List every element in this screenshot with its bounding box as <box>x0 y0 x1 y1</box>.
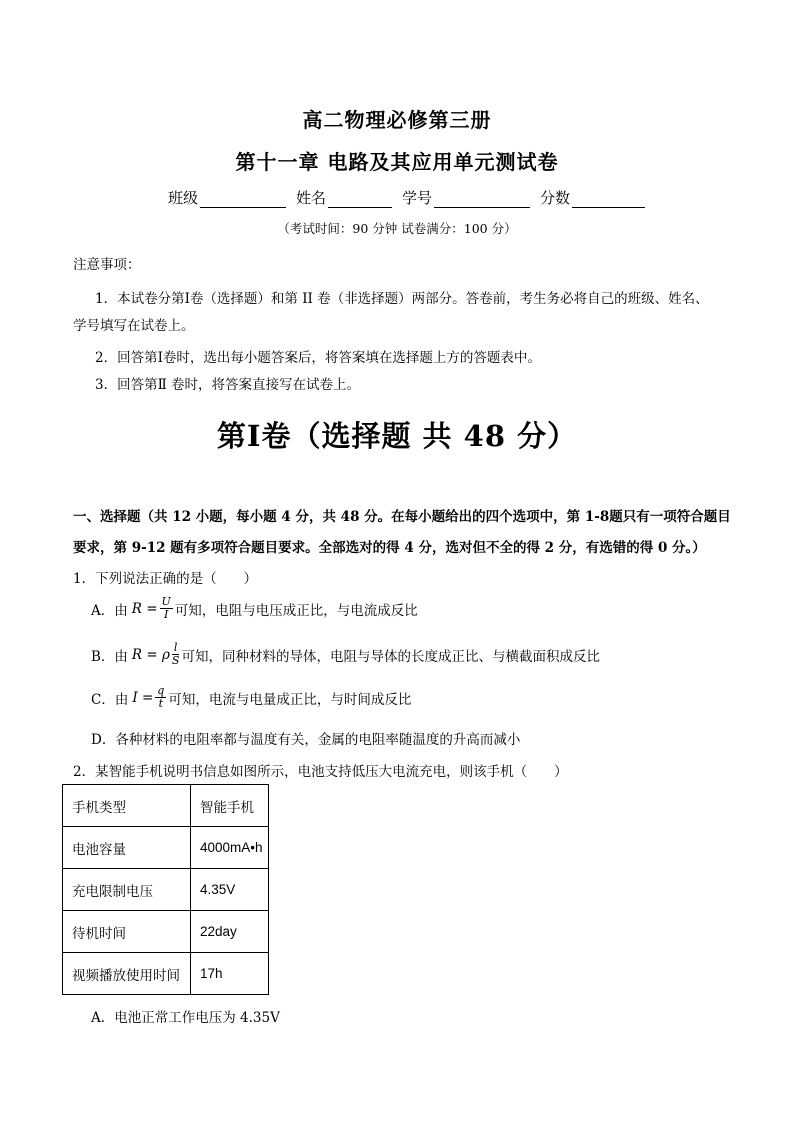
name-label: 姓名 <box>296 189 327 207</box>
option-a-denominator: I <box>163 608 169 621</box>
phone-spec-table <box>62 784 269 995</box>
part1-instructions-line-2: 要求，第 9-12 题有多项符合题目要求。全部选对的得 4 分，选对但不全的得 2 分，有选错的得 0 分。） <box>73 540 706 556</box>
option-a-label: A．由 <box>91 602 128 619</box>
option-b-text: 可知，同种材料的导体，电阻与导体的长度成正比、与横截面积成反比 <box>181 648 600 665</box>
student-info-line <box>168 187 655 208</box>
option-c-numerator: q <box>157 684 165 697</box>
notes-heading: 注意事项： <box>73 257 141 273</box>
option-b-fraction <box>172 642 180 667</box>
spec-key: 充电限制电压 <box>63 869 191 911</box>
name-blank[interactable] <box>328 191 392 208</box>
question-1-stem: 1．下列说法正确的是（ ） <box>73 571 258 587</box>
question-1-option-b <box>91 642 600 667</box>
q2-option-a-text: A．电池正常工作电压为 4.35V <box>91 1010 280 1026</box>
option-b-label: B．由 <box>91 648 128 665</box>
note-1-line-1: 1．本试卷分第Ⅰ卷（选择题）和第 II 卷（非选择题）两部分。答卷前，考生务必将自己的班级、姓名、 <box>95 291 709 307</box>
option-b-numerator: l <box>173 641 178 654</box>
option-b-denominator: S <box>171 654 180 667</box>
exam-time-info: （考试时间：90 分钟 试卷满分：100 分） <box>277 221 517 236</box>
option-a-text: 可知，电阻与电压成正比，与电流成反比 <box>174 602 418 619</box>
note-2: 2．回答第Ⅰ卷时，选出每小题答案后，将答案填在选择题上方的答题表中。 <box>95 350 541 366</box>
spec-value: 4.35V <box>191 869 269 911</box>
option-c-fraction <box>155 685 166 710</box>
spec-key: 视频播放使用时间 <box>63 953 191 995</box>
question-1-option-c <box>91 685 411 710</box>
option-c-label: C．由 <box>91 691 129 708</box>
class-label: 班级 <box>168 189 199 207</box>
option-c-denominator: t <box>158 697 164 710</box>
part1-instructions-line-1: 一、选择题（共 12 小题，每小题 4 分，共 48 分。在每小题给出的四个选项中，第 1-8题只有一项符合题目 <box>73 509 731 525</box>
table-row <box>63 869 269 911</box>
student-id-blank[interactable] <box>434 191 530 208</box>
spec-value: 4000mA•h <box>191 827 269 869</box>
option-c-text: 可知，电流与电量成正比，与时间成反比 <box>168 691 412 708</box>
table-row <box>63 953 269 995</box>
score-label: 分数 <box>540 189 571 207</box>
question-1-option-d <box>91 728 520 748</box>
spec-key: 手机类型 <box>63 785 191 827</box>
spec-value: 17h <box>191 953 269 995</box>
question-2-stem: 2．某智能手机说明书信息如图所示，电池支持低压大电流充电，则该手机（ ） <box>73 764 568 780</box>
option-a-numerator: U <box>161 595 171 608</box>
option-d-text: D．各种材料的电阻率都与温度有关，金属的电阻率随温度的升高而减小 <box>91 732 521 748</box>
question-2-option-a <box>91 1006 280 1026</box>
table-row <box>63 827 269 869</box>
spec-key: 待机时间 <box>63 911 191 953</box>
score-blank[interactable] <box>572 191 645 208</box>
option-a-formula-lhs: R = <box>131 600 158 617</box>
note-3: 3．回答第Ⅱ 卷时，将答案直接写在试卷上。 <box>95 377 361 393</box>
option-b-formula-lhs: R = ρ <box>131 646 170 663</box>
exam-subtitle: 第十一章 电路及其应用单元测试卷 <box>235 150 559 174</box>
section-title: 第Ⅰ卷（选择题 共 48 分） <box>216 419 578 453</box>
exam-title: 高二物理必修第三册 <box>302 108 492 132</box>
spec-value: 22day <box>191 911 269 953</box>
table-row <box>63 785 269 827</box>
spec-key: 电池容量 <box>63 827 191 869</box>
question-1-option-a <box>91 596 418 621</box>
option-a-fraction <box>160 596 173 621</box>
option-c-formula-lhs: I = <box>132 689 154 706</box>
spec-value: 智能手机 <box>191 785 269 827</box>
table-row <box>63 911 269 953</box>
note-1-line-2: 学号填写在试卷上。 <box>73 318 195 334</box>
student-id-label: 学号 <box>402 189 433 207</box>
class-blank[interactable] <box>200 191 286 208</box>
